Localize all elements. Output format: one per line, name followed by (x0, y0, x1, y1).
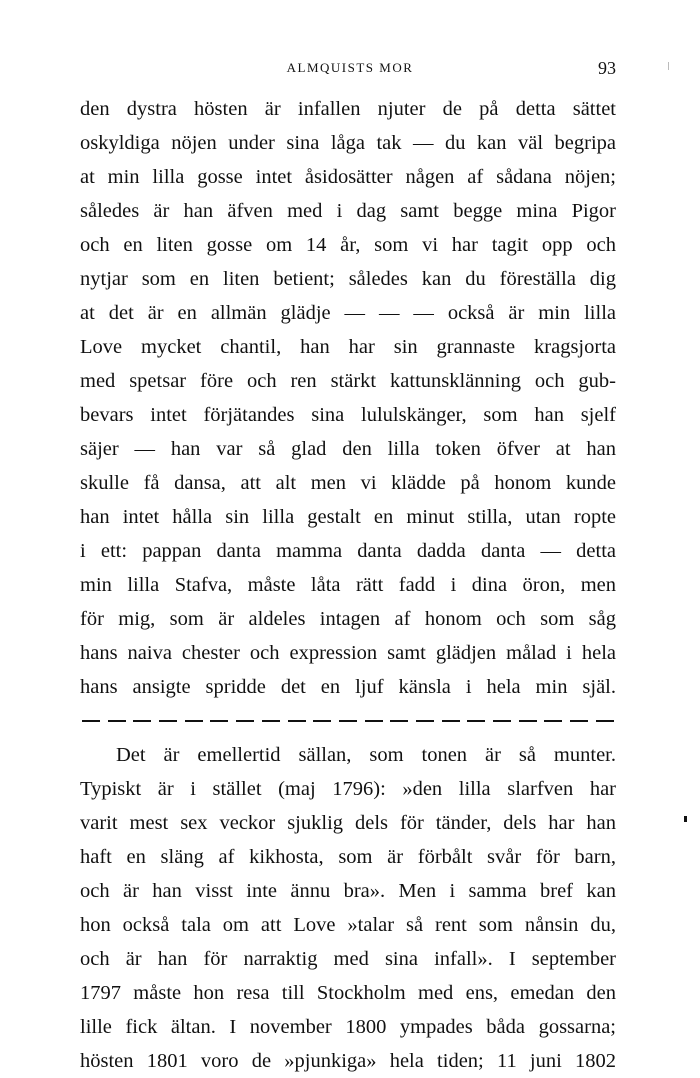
dash (416, 720, 434, 722)
text-line: varit mest sex veckor sjuklig dels för tänder, dels har han (80, 812, 616, 834)
text-line: med spetsar före och ren stärkt kattunsklänning och gub- (80, 370, 616, 392)
dash (288, 720, 306, 722)
dash (544, 720, 562, 722)
text-line: hans naiva chester och expression samt glädjen målad i hela (80, 642, 616, 664)
text-line: at det är en allmän glädje — — — också är min lilla (80, 302, 616, 324)
running-head (80, 58, 620, 80)
dash (236, 720, 254, 722)
text-line: och en liten gosse om 14 år, som vi har tagit opp och (80, 234, 616, 256)
dash (159, 720, 177, 722)
body-text (80, 92, 616, 1078)
text-line: at min lilla gosse intet åsidosätter någen af sådana nöjen; (80, 166, 616, 188)
dash (133, 720, 151, 722)
dash (442, 720, 460, 722)
text-line: i ett: pappan danta mamma danta dadda danta — detta (80, 540, 616, 562)
text-line: 1797 måste hon resa till Stockholm med ens, emedan den (80, 982, 616, 1004)
margin-mark (684, 816, 687, 822)
dash (365, 720, 383, 722)
dash (493, 720, 511, 722)
dash (262, 720, 280, 722)
letter-quote-paragraph (80, 92, 616, 704)
text-line: Love mycket chantil, han har sin grannaste kragsjorta (80, 336, 616, 358)
dash (390, 720, 408, 722)
text-line: lille fick ältan. I november 1800 ympades båda gossarna; (80, 1016, 616, 1038)
section-dash-rule (80, 704, 616, 738)
text-line: och är han visst inte ännu bra». Men i samma bref kan (80, 880, 616, 902)
text-line: för mig, som är aldeles intagen af honom och som såg (80, 608, 616, 630)
dash (570, 720, 588, 722)
dash (467, 720, 485, 722)
text-line: och är han för narraktig med sina infall». I september (80, 948, 616, 970)
dash (210, 720, 228, 722)
text-line: hon också tala om att Love »talar så rent som nånsin du, (80, 914, 616, 936)
text-line: bevars intet förjätandes sina lululskänger, som han sjelf (80, 404, 616, 426)
dash (185, 720, 203, 722)
dash (596, 720, 614, 722)
text-line: min lilla Stafva, måste låta rätt fadd i dina öron, men (80, 574, 616, 596)
running-title: ALMQUISTS MOR (286, 60, 414, 75)
dash (313, 720, 331, 722)
text-line: nytjar som en liten betient; således kan du föreställa dig (80, 268, 616, 290)
text-line: hösten 1801 voro de »pjunkiga» hela tiden; 11 juni 1802 (80, 1050, 616, 1072)
dash (339, 720, 357, 722)
text-line: skulle få dansa, att alt men vi klädde på honom kunde (80, 472, 616, 494)
text-line: oskyldiga nöjen under sina låga tak — du kan väl begripa (80, 132, 616, 154)
dash (82, 720, 100, 722)
text-line: Typiskt är i stället (maj 1796): »den lilla slarfven har (80, 778, 616, 800)
scan-mark (668, 62, 669, 70)
text-line: hans ansigte spridde det en ljuf känsla i hela min själ. (80, 676, 616, 698)
text-line: Det är emellertid sällan, som tonen är så munter. (116, 744, 616, 766)
narrative-paragraph (80, 738, 616, 1078)
text-line: han intet hålla sin lilla gestalt en minut stilla, utan ropte (80, 506, 616, 528)
text-line: haft en släng af kikhosta, som är förbålt svår för barn, (80, 846, 616, 868)
text-line: säjer — han var så glad den lilla token öfver at han (80, 438, 616, 460)
text-line: den dystra hösten är infallen njuter de på detta sättet (80, 98, 616, 120)
page-number: 93 (598, 58, 616, 78)
dash (519, 720, 537, 722)
text-line: således är han äfven med i dag samt begge mina Pigor (80, 200, 616, 222)
dash (108, 720, 126, 722)
